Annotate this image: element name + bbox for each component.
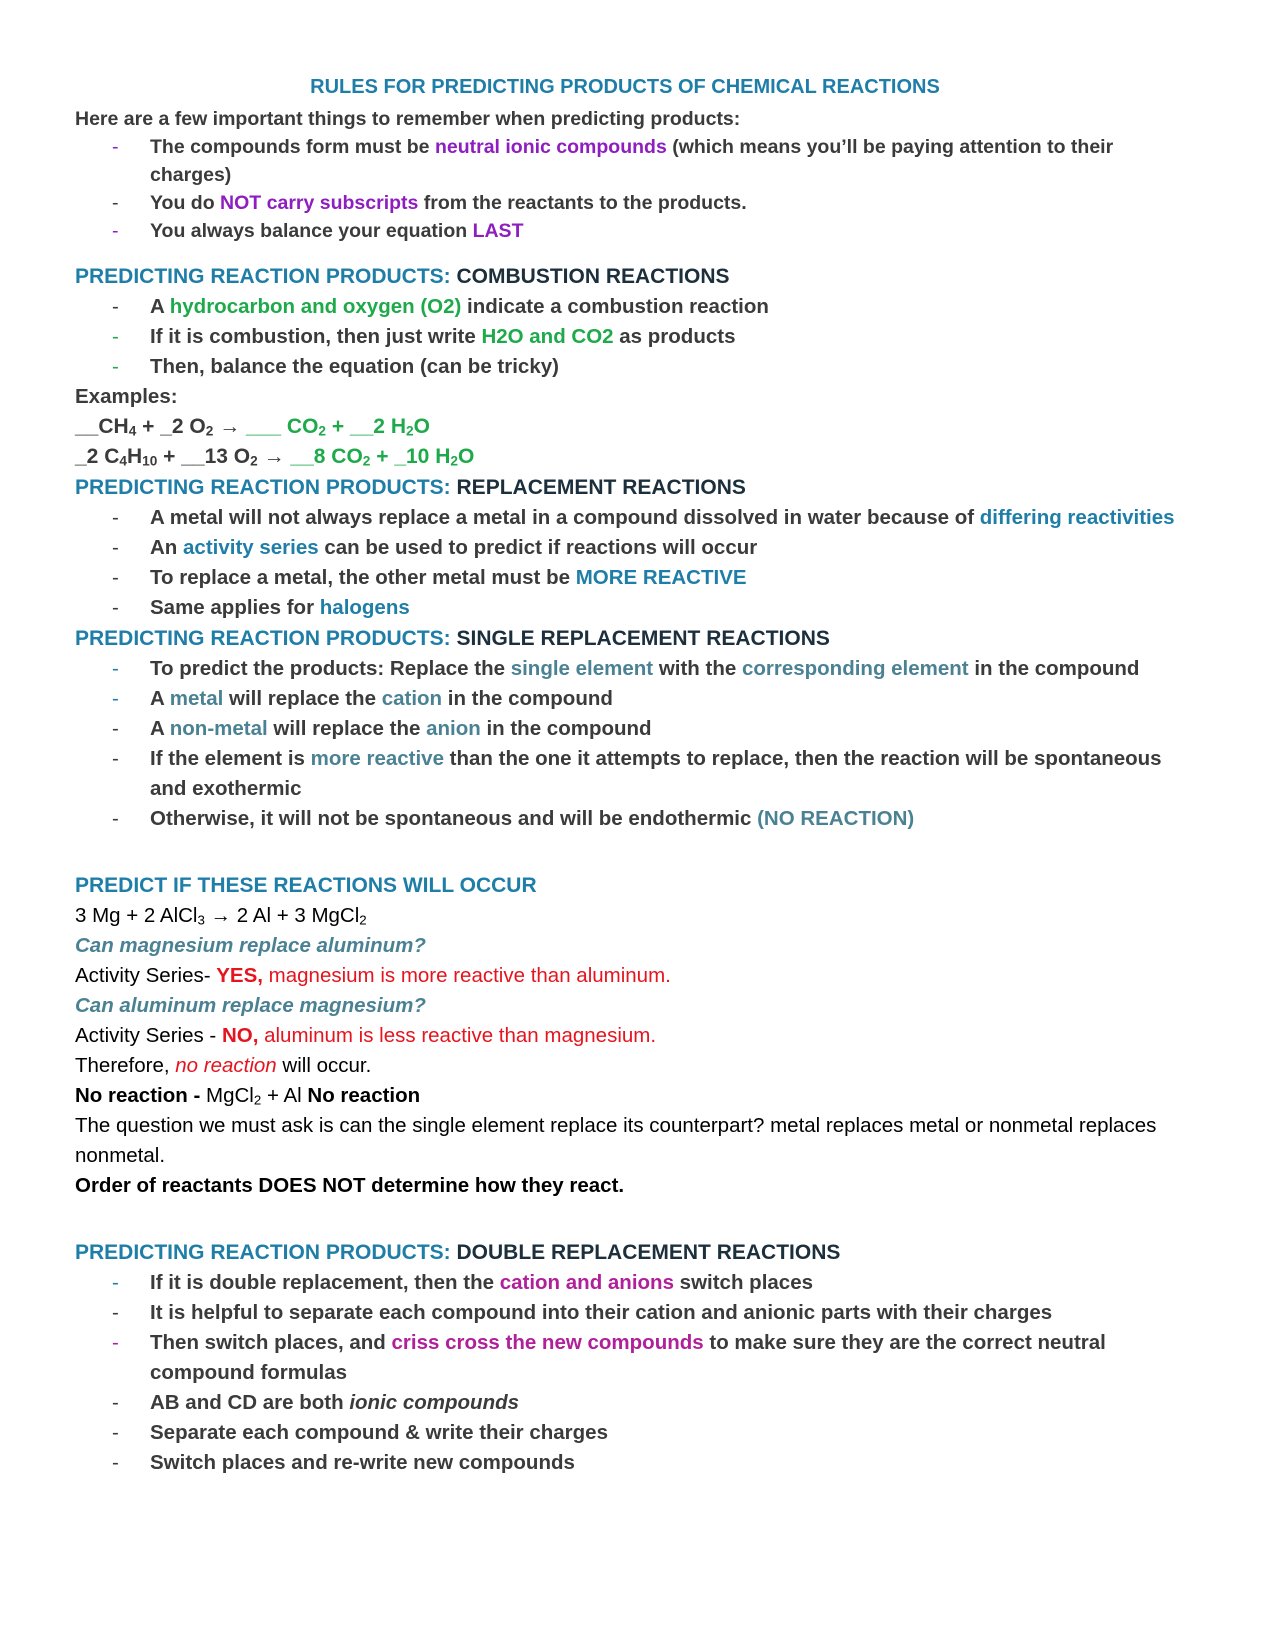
- highlight: NOT carry subscripts: [220, 192, 419, 214]
- dash-bullet: -: [112, 506, 119, 529]
- highlight: LAST: [472, 220, 524, 242]
- intro-lead: Here are a few important things to remember when predicting products:: [75, 108, 741, 130]
- list-item: - You always balance your equation LAST: [150, 217, 1175, 245]
- no-reaction-line: No reaction - MgCl$_2$ + Al No reaction: [75, 1084, 421, 1108]
- arrow-icon: →: [210, 904, 232, 927]
- list-item: - A metal will replace the cation in the compound: [150, 684, 1175, 714]
- equation-mg-alcl3: 3 Mg + 2 AlCl$_3$ → 2 Al + 3 MgCl$_2$: [75, 904, 367, 928]
- list-item: - A metal will not always replace a metal in a compound dissolved in water because of differing reactivities: [150, 503, 1175, 533]
- highlight: neutral ionic compounds: [434, 136, 667, 158]
- list-item: - An activity series can be used to predict if reactions will occur: [150, 533, 1175, 563]
- dash-bullet: -: [112, 1301, 119, 1324]
- list-item: - The compounds form must be neutral ionic compounds (which means you’ll be paying attention to their charges): [150, 133, 1175, 189]
- section-heading-combustion: PREDICTING REACTION PRODUCTS: COMBUSTION REACTIONS: [75, 265, 730, 288]
- highlight: halogens: [319, 596, 410, 619]
- dash-bullet: -: [112, 566, 119, 589]
- section-heading-single-replacement: PREDICTING REACTION PRODUCTS: SINGLE REPLACEMENT REACTIONS: [75, 627, 830, 650]
- question-paragraph: The question we must ask is can the single element replace its counterpart? metal replaces metal or nonmetal replaces nonmetal.: [75, 1114, 1157, 1167]
- dash-bullet: -: [112, 1391, 119, 1414]
- answer-1: Activity Series- YES, magnesium is more reactive than aluminum.: [75, 964, 671, 987]
- list-item: - A non-metal will replace the anion in the compound: [150, 714, 1175, 744]
- answer-2: Activity Series - NO, aluminum is less reactive than magnesium.: [75, 1024, 657, 1047]
- question-2: Can aluminum replace magnesium?: [75, 994, 426, 1017]
- highlight: criss cross the new compounds: [391, 1331, 704, 1354]
- highlight: H2O and CO2: [481, 325, 614, 348]
- list-item: - You do NOT carry subscripts from the reactants to the products.: [150, 189, 1175, 217]
- list-item: - If it is combustion, then just write H2O and CO2 as products: [150, 322, 1175, 352]
- dash-bullet: -: [112, 747, 119, 770]
- dash-bullet: -: [112, 136, 119, 158]
- list-item: - AB and CD are both ionic compounds: [150, 1388, 1175, 1418]
- dash-bullet: -: [112, 1421, 119, 1444]
- dash-bullet: -: [112, 687, 119, 710]
- highlight: cation and anions: [499, 1271, 674, 1294]
- intro-list: [75, 133, 1175, 245]
- page-title: RULES FOR PREDICTING PRODUCTS OF CHEMICAL REACTIONS: [310, 76, 940, 98]
- combustion-list: [75, 292, 1175, 382]
- highlight: hydrocarbon and oxygen (O2): [169, 295, 462, 318]
- dash-bullet: -: [112, 1271, 119, 1294]
- section-heading-replacement: PREDICTING REACTION PRODUCTS: REPLACEMENT REACTIONS: [75, 476, 746, 499]
- dash-bullet: -: [112, 325, 119, 348]
- dash-bullet: -: [112, 596, 119, 619]
- list-item: - Otherwise, it will not be spontaneous and will be endothermic (NO REACTION): [150, 804, 1175, 834]
- section-heading-double-replacement: PREDICTING REACTION PRODUCTS: DOUBLE REPLACEMENT REACTIONS: [75, 1241, 841, 1264]
- list-item: - Same applies for halogens: [150, 593, 1175, 623]
- list-item: - It is helpful to separate each compound into their cation and anionic parts with their charges: [150, 1298, 1175, 1328]
- examples-label: Examples:: [75, 385, 178, 408]
- highlight: ionic compounds: [349, 1391, 520, 1414]
- highlight: MORE REACTIVE: [575, 566, 747, 589]
- therefore-line: Therefore, no reaction will occur.: [75, 1054, 372, 1077]
- question-1: Can magnesium replace aluminum?: [75, 934, 426, 957]
- dash-bullet: -: [112, 657, 119, 680]
- replacement-list: [75, 503, 1175, 623]
- list-item: - To predict the products: Replace the single element with the corresponding element in the compound: [150, 654, 1175, 684]
- dash-bullet: -: [112, 1451, 119, 1474]
- dash-bullet: -: [112, 295, 119, 318]
- list-item: - A hydrocarbon and oxygen (O2) indicate a combustion reaction: [150, 292, 1175, 322]
- dash-bullet: -: [112, 536, 119, 559]
- dash-bullet: -: [112, 1331, 119, 1354]
- list-item: - Switch places and re-write new compounds: [150, 1448, 1175, 1478]
- highlight: activity series: [183, 536, 319, 559]
- list-item: - Then, balance the equation (can be tricky): [150, 352, 1175, 382]
- equation-butane: _2 $C_4H_{10}$ + __13 $O_2$ → __8 $CO_2$ + _10 $H_2O$: [75, 445, 475, 469]
- section-heading-predict: PREDICT IF THESE REACTIONS WILL OCCUR: [75, 874, 537, 897]
- double-replacement-list: [75, 1268, 1175, 1478]
- dash-bullet: -: [112, 220, 119, 242]
- list-item: - If the element is more reactive than the one it attempts to replace, then the reaction will be spontaneous and exothermic: [150, 744, 1175, 804]
- order-note: Order of reactants DOES NOT determine how they react.: [75, 1174, 625, 1197]
- equation-methane: $\_\_CH_4$ + _2 $O_2$ → ___ $CO_2$ + __2 $H_2O$: [75, 415, 430, 439]
- dash-bullet: -: [112, 717, 119, 740]
- highlight: differing reactivities: [979, 506, 1175, 529]
- list-item: - To replace a metal, the other metal must be MORE REACTIVE: [150, 563, 1175, 593]
- dash-bullet: -: [112, 807, 119, 830]
- list-item: - Then switch places, and criss cross the new compounds to make sure they are the correct neutral compound formulas: [150, 1328, 1175, 1388]
- arrow-icon: →: [263, 445, 285, 468]
- list-item: - Separate each compound & write their charges: [150, 1418, 1175, 1448]
- arrow-icon: →: [219, 415, 241, 438]
- dash-bullet: -: [112, 355, 119, 378]
- list-item: - If it is double replacement, then the cation and anions switch places: [150, 1268, 1175, 1298]
- dash-bullet: -: [112, 192, 119, 214]
- single-replacement-list: [75, 654, 1175, 834]
